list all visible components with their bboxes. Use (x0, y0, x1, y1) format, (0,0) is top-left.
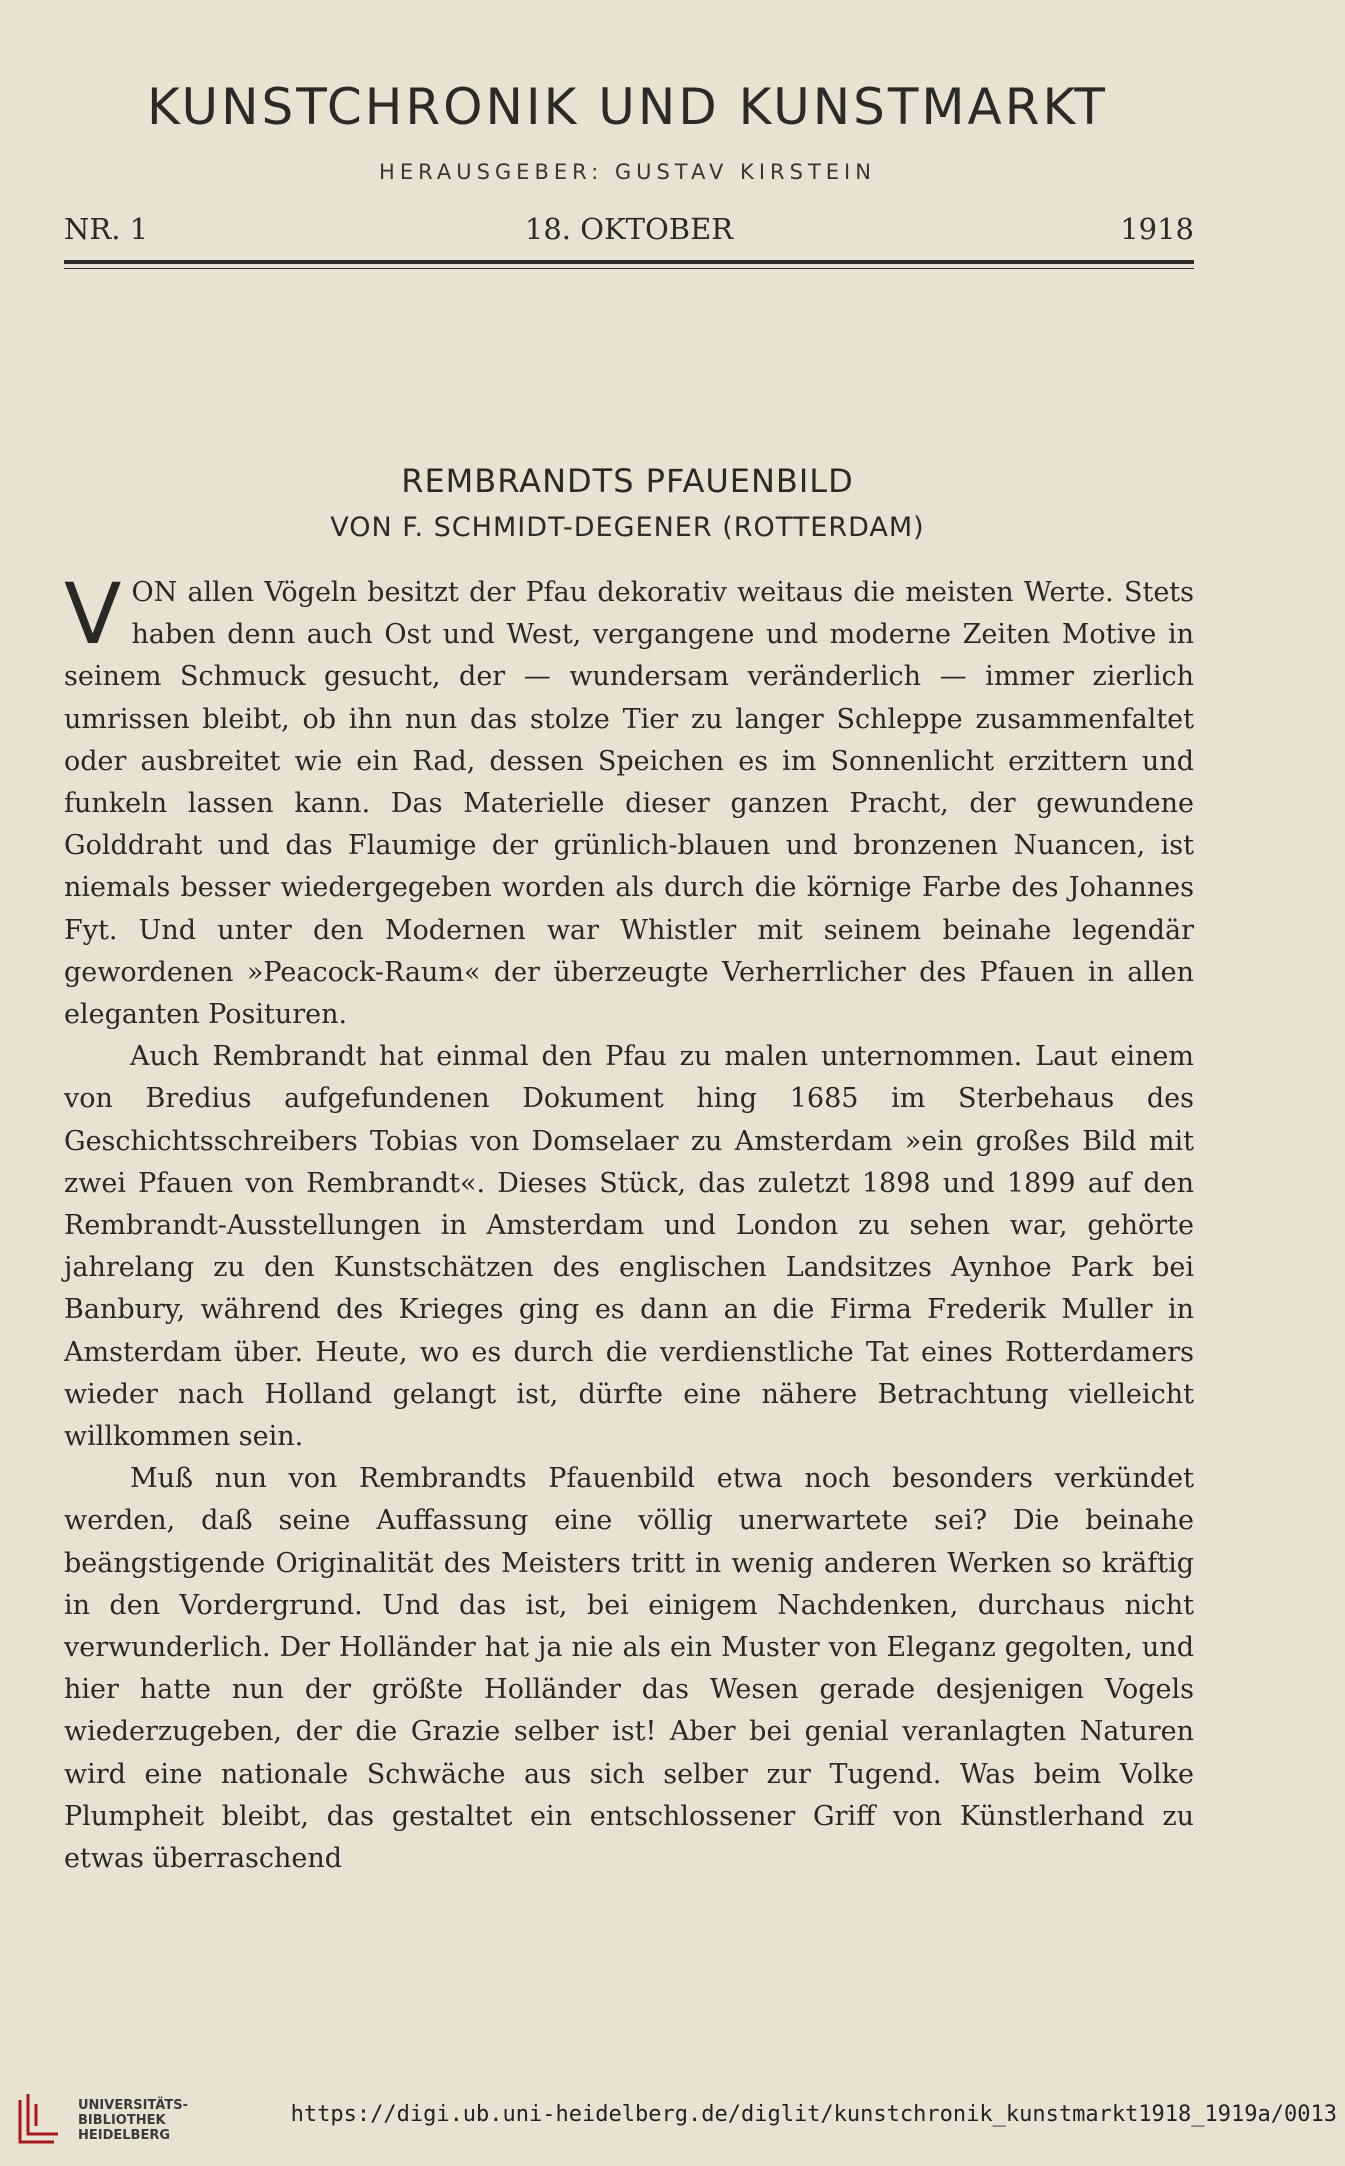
paragraph-1-text: ON allen Vögeln besitzt der Pfau dekorativ weitaus die meisten Werte. Stets haben denn auch Ost und West, vergangene und moderne Zeiten Motive in seinem Schmuck gesucht, der — wundersam veränderlich — immer zierlich umrissen bleibt, ob ihn nun das stolze Tier zu langer Schleppe zusammenfaltet oder ausbreitet wie ein Rad, dessen Speichen es im Sonnenlicht erzittern und funkeln lassen kann. Das Materielle dieser ganzen Pracht, der gewundene Golddraht und das Flaumige der grünlich-blauen und bronzenen Nuancen, ist niemals besser wiedergegeben worden als durch die körnige Farbe des Johannes Fyt. Und unter den Modernen war Whistler mit seinem beinahe legendär gewordenen »Peacock-Raum« der überzeugte Verherrlicher des Pfauen in allen eleganten Posituren. (64, 577, 1194, 1031)
drop-cap: V (64, 565, 122, 663)
issue-date: 18. OKTOBER (524, 212, 734, 246)
library-name-line-2: BIBLIOTHEK (78, 2113, 166, 2128)
issue-year: 1918 (1120, 212, 1194, 246)
library-name-line-3: HEIDELBERG (78, 2128, 171, 2143)
digitization-footer (0, 2090, 1345, 2166)
article-body (64, 565, 1194, 1880)
header-rule-thick (64, 260, 1194, 264)
university-library-logo-icon (14, 2090, 60, 2148)
masthead-title: KUNSTCHRONIK UND KUNSTMARKT (147, 78, 1108, 136)
header-rule-thin (64, 268, 1194, 269)
library-name (78, 2098, 188, 2143)
editor-line: HERAUSGEBER: GUSTAV KIRSTEIN (379, 160, 876, 184)
issue-number: NR. 1 (64, 212, 149, 246)
paragraph-3: Muß nun von Rembrandts Pfauenbild etwa noch besonders verkündet werden, daß seine Auffassung eine völlig unerwartete sei? Die beinahe beängstigende Originalität des Meisters tritt in wenig anderen Werken so kräftig in den Vordergrund. Und das ist, bei einigem Nachdenken, durchaus nicht verwunderlich. Der Holländer hat ja nie als ein Muster von Eleganz gegolten, und hier hatte nun der größte Holländer das Wesen gerade desjenigen Vogels wiederzugeben, der die Grazie selber ist! Aber bei genial veranlagten Naturen wird eine nationale Schwäche aus sich selber zur Tugend. Was beim Volke Plumpheit bleibt, das gestaltet ein entschlossener Griff von Künstlerhand zu etwas überraschend (64, 1463, 1194, 1875)
paragraph-1 (64, 565, 1194, 1036)
article-author: VON F. SCHMIDT-DEGENER (ROTTERDAM) (330, 512, 925, 543)
source-url-link[interactable]: https://digi.ub.uni-heidelberg.de/diglit/kunstchronik_kunstmarkt1918_1919a/0013 (290, 2102, 1337, 2127)
library-name-line-1: UNIVERSITÄTS- (78, 2098, 188, 2113)
article-title: REMBRANDTS PFAUENBILD (401, 462, 854, 500)
paragraph-2: Auch Rembrandt hat einmal den Pfau zu malen unternommen. Laut einem von Bredius aufgefundenen Dokument hing 1685 im Sterbehaus des Geschichtsschreibers Tobias von Domselaer zu Amsterdam »ein großes Bild mit zwei Pfauen von Rembrandt«. Dieses Stück, das zuletzt 1898 und 1899 auf den Rembrandt-Ausstellungen in Amsterdam und London zu sehen war, gehörte jahrelang zu den Kunstschätzen des englischen Landsitzes Aynhoe Park bei Banbury, während des Krieges ging es dann an die Firma Frederik Muller in Amsterdam über. Heute, wo es durch die verdienstliche Tat eines Rotterdamers wieder nach Holland gelangt ist, dürfte eine nähere Betrachtung vielleicht willkommen sein. (64, 1041, 1194, 1453)
